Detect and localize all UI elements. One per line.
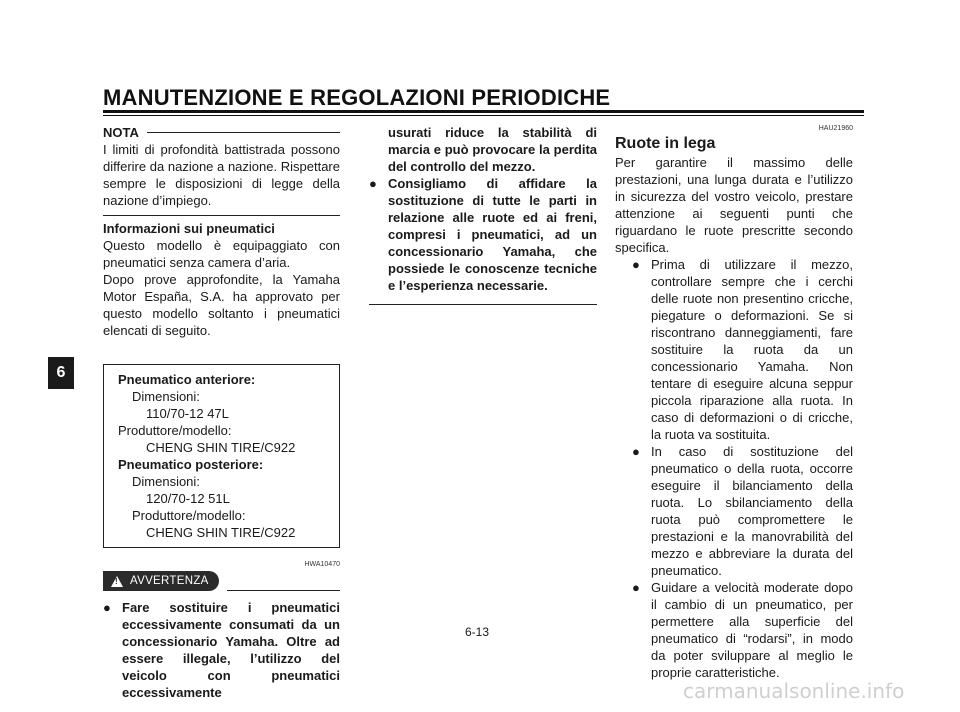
info-paragraph-2: Dopo prove approfondite, la Yamaha Motor España, S.A. ha approvato per questo modello soltanto i pneumatici elencati di seguito. (103, 272, 340, 338)
middle-column (369, 124, 597, 305)
nota-rule (147, 132, 340, 133)
warning-bullet-1-continued-text: usurati riduce la stabilità di marcia e può provocare la perdita del controllo del mezzo. (388, 125, 597, 174)
warning-bullet-2: ● Consigliamo di affidare la sostituzione di tutte le parti in relazione alle ruote ed ai freni, compresi i pneumatici, ad un concessionario Yamaha, che possiede le conoscenze tecniche e l’esperienza necessarie. (369, 175, 597, 294)
page-title: MANUTENZIONE E REGOLAZIONI PERIODICHE (103, 85, 611, 110)
nota-text: I limiti di profondità battistrada possono differire da nazione a nazione. Rispettare sempre le disposizioni di legge della nazione d’impiego. (103, 142, 340, 208)
front-size-label: Dimensioni: (132, 389, 200, 404)
page-number: 6-13 (465, 625, 490, 639)
wheel-bullet-3: ● Guidare a velocità moderate dopo il cambio di un pneumatico, per permettere alla superficie del pneumatico di “rodarsi”, in modo da poter sviluppare al meglio le proprie caratteristiche. (632, 579, 853, 681)
nota-end-rule (103, 215, 340, 216)
info-heading: Informazioni sui pneumatici (103, 221, 275, 236)
wheel-bullets (615, 256, 853, 681)
rear-maker-value: CHENG SHIN TIRE/C922 (146, 525, 296, 540)
warning-list-continued (369, 124, 597, 294)
right-column (615, 124, 853, 681)
front-size-value: 110/70-12 47L (146, 406, 229, 421)
warning-bullet-1-continued (369, 124, 597, 175)
warning-label: AVVERTENZA (130, 575, 209, 587)
left-column (103, 124, 340, 701)
front-maker-value: CHENG SHIN TIRE/C922 (146, 440, 296, 455)
front-tire-heading: Pneumatico anteriore: (118, 372, 256, 387)
title-rule-thin (103, 115, 864, 116)
chapter-tab: 6 (48, 357, 74, 389)
warning-badge (103, 571, 219, 591)
section-heading: Ruote in lega (615, 135, 716, 152)
rear-tire-heading: Pneumatico posteriore: (118, 457, 264, 472)
wheel-bullet-1: ● Prima di utilizzare il mezzo, controllare sempre che i cerchi delle ruote non presentino cricche, piegature o deformazioni. Se si riscontrano danneggiamenti, fare sostituire la ruota da un concessionario Yamaha. Non tentare di eseguire alcuna seppur piccola riparazione alla ruota. In caso di deformazioni o di cricche, la ruota va sostituita. (632, 256, 853, 443)
section-intro: Per garantire il massimo delle prestazioni, una lunga durata e l’utilizzo in sicurezza del vostro veicolo, prestare attenzione ai seguenti punti che riguardano le ruote prescritte secondo specifica. (615, 155, 853, 255)
watermark: carmanualsonline.info (683, 679, 905, 703)
warning-list (103, 599, 340, 701)
warning-end-rule (369, 304, 597, 305)
warning-rule (227, 590, 340, 591)
section-code: HAU21960 (818, 125, 853, 132)
front-maker-label: Produttore/modello: (118, 423, 232, 438)
nota-heading: NOTA (103, 125, 139, 140)
title-rule (103, 110, 864, 113)
rear-size-label: Dimensioni: (132, 474, 200, 489)
nota-heading-row (103, 124, 340, 141)
rear-maker-label: Produttore/modello: (132, 508, 246, 523)
warning-code: HWA10470 (304, 561, 340, 568)
warning-triangle-icon (111, 576, 123, 587)
warning-header (103, 571, 340, 591)
rear-size-value: 120/70-12 51L (146, 491, 230, 506)
info-paragraph-1: Questo modello è equipaggiato con pneumatici senza camera d’aria. (103, 238, 340, 270)
warning-bullet-1: ● Fare sostituire i pneumatici eccessivamente consumati da un concessionario Yamaha. Oltre ad essere illegale, l’utilizzo del veicolo con pneumatici eccessivamente (103, 599, 340, 701)
tire-spec-box (103, 364, 340, 548)
wheel-bullet-2: ● In caso di sostituzione del pneumatico o della ruota, occorre eseguire il bilanciamento della ruota. Lo sbilanciamento della ruota può compromettere le prestazioni e la manovrabilità del mezzo e abbreviare la durata del pneumatico. (632, 443, 853, 579)
